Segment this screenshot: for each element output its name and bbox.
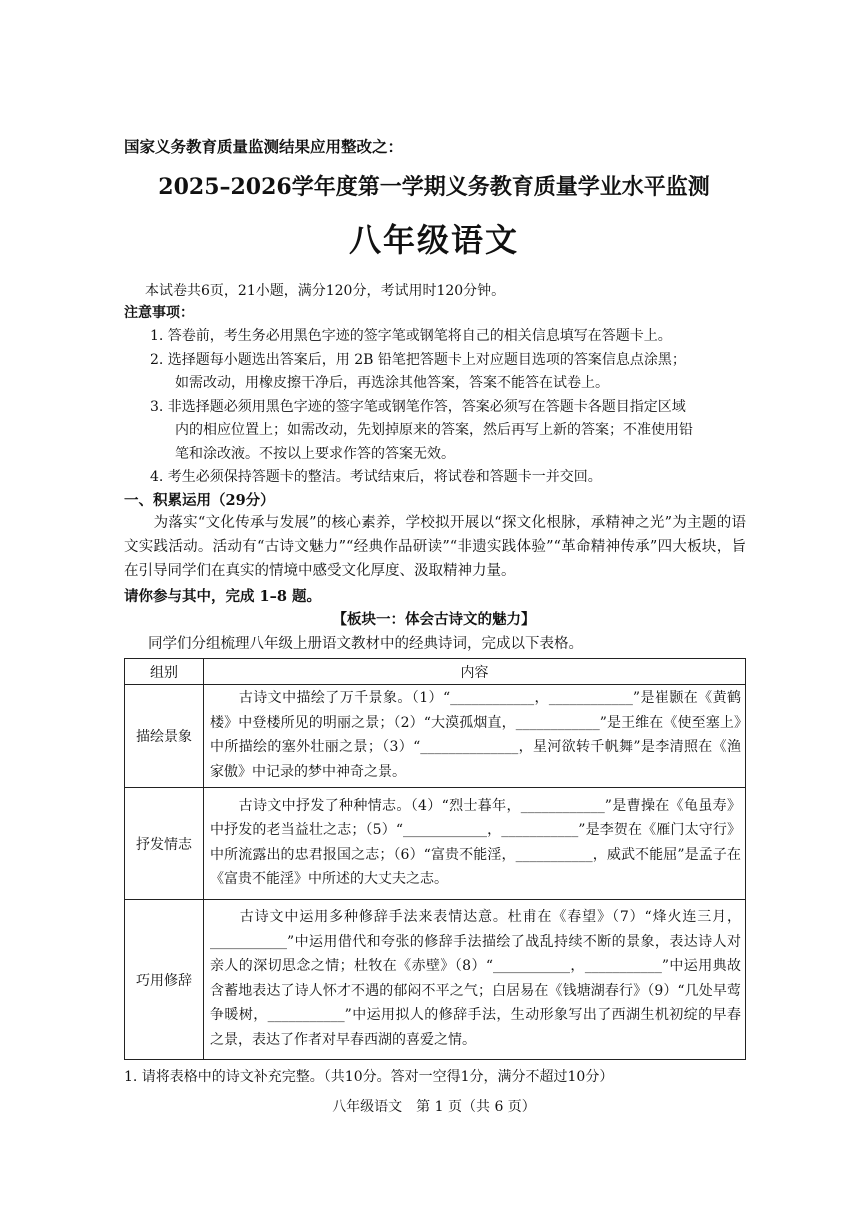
page-footer: 八年级语文 第 1 页（共 6 页） [332,1099,536,1115]
rule-2: 2. 选择题每小题选出答案后，用 2B 铅笔把答题卡上对应题目选项的答案信息点涂黑； [150,351,686,368]
exam-title: 2025–2026学年度第一学期义务教育质量学业水平监测 [158,174,710,200]
table-intro: 同学们分组梳理八年级上册语文教材中的经典诗词，完成以下表格。 [148,636,583,652]
section-paragraph: 为落实“文化传承与发展”的核心素养，学校拟开展以“探文化根脉，承精神之光”为主题的语文实践活动。活动有“古诗文魅力”“经典作品研读”“非遗实践体验”“革命精神传承”四大板块，旨在引导同学们在真实的情境中感受文化厚度、汲取精神力量。 [124,515,746,579]
content-cell: 古诗文中运用多种修辞手法来表情达意。杜甫在《春望》（7）“烽火连三月，___________”中运用借代和夸张的修辞手法描绘了战乱持续不断的景象，表达诗人对亲人的深切思念之情；杜牧在《赤壁》（8）“___________，___________”中运用典故含蓄地表达了诗人怀才不遇的郁闷不平之气；白居易在《钱塘湖春行》（9）“几处早莺争暖树，___________”中运用拟人的修辞手法，生动形象写出了西湖生机初绽的早春之景，表达了作者对早春西湖的喜爱之情。 [204,900,746,1060]
block-title: 【板块一：体会古诗文的魅力】 [332,611,536,628]
exam-intro: 本试卷共6页，21小题，满分120分，考试用时120分钟。 [145,283,506,299]
content-cell: 古诗文中抒发了种种情志。（4）“烈士暮年，____________”是曹操在《龟虽寿》中抒发的老当益壮之志；（5）“____________，___________”是李贺在《雁门太守行》中所流露出的忠君报国之志；（6）“富贵不能淫，___________，威武不能屈”是孟子在《富贵不能淫》中所述的大丈夫之志。 [204,788,746,900]
rule-3-continued: 笔和涂改液。不按以上要求作答的答案无效。 [175,445,455,462]
rule-2-continued: 如需改动，用橡皮擦干净后，再选涂其他答案，答案不能答在试卷上。 [175,375,609,391]
content-cell: 古诗文中描绘了万千景象。（1）“____________，____________”是崔颢在《黄鹤楼》中登楼所见的明丽之景；（2）“大漠孤烟直，____________”是王维在《使至塞上》中所描绘的塞外壮丽之景；（3）“______________，星河欲转千帆舞”是李清照在《渔家傲》中记录的梦中神奇之景。 [204,685,746,788]
section-title: 一、积累运用（29分） [124,492,275,509]
series-title: 国家义务教育质量监测结果应用整改之： [124,137,404,156]
notice-title: 注意事项： [124,305,194,321]
rule-4: 4. 考生必须保持答题卡的整洁。考试结束后，将试卷和答题卡一并交回。 [150,469,602,485]
header-content: 内容 [204,659,746,685]
table-header-row [125,659,746,685]
group-cell: 描绘景象 [125,685,204,788]
poetry-table [124,658,746,1060]
rule-1: 1. 答卷前，考生务必用黑色字迹的签字笔或钢笔将自己的相关信息填写在答题卡上。 [150,328,672,344]
table-row [125,900,746,1060]
group-cell: 抒发情志 [125,788,204,900]
subject-title: 八年级语文 [348,221,519,259]
rule-3: 3. 非选择题必须用黑色字迹的签字笔或钢笔作答，答案必须写在答题卡各题目指定区域 [150,398,686,415]
rule-3-continued: 内的相应位置上；如需改动，先划掉原来的答案，然后再写上新的答案；不准使用铅 [175,422,693,438]
notice-rules [150,325,750,490]
table-row [125,685,746,788]
question-1: 1. 请将表格中的诗文补充完整。（共10分。答对一空得1分，满分不超过10分） [124,1069,614,1085]
task-instruction: 请你参与其中，完成 1–8 题。 [124,588,322,605]
group-cell: 巧用修辞 [125,900,204,1060]
table-row [125,788,746,900]
header-group: 组别 [125,659,204,685]
